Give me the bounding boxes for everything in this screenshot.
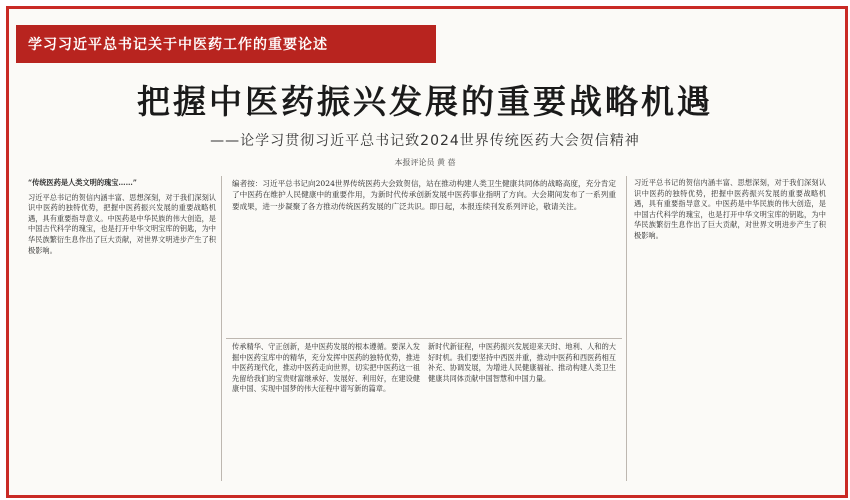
center-column-body: 传承精华、守正创新，是中医药发展的根本遵循。要深入发掘中医药宝库中的精华，充分发挥中医药的独特优势，推进中医药现代化，推动中医药走向世界，切实把中医药这一祖先留给我们的宝贵财富继承好、发展好、利用好，在建设健康中国、实现中国梦的伟大征程中谱写新的篇章。: [232, 342, 420, 394]
left-column-body: 习近平总书记的贺信内涵丰富、思想深刻，对于我们深刻认识中医药的独特优势，把握中医药振兴发展的重要战略机遇，具有重要指导意义。中医药是中华民族的伟大创造，是中国古代科学的瑰宝，也是打开中华文明宝库的钥匙，为中华民族繁衍生息作出了巨大贡献，对世界文明进步产生了积极影响。: [28, 192, 216, 255]
article-byline: 本报评论员 黄 蓓: [394, 158, 456, 167]
editor-note: 编者按：习近平总书记向2024世界传统医药大会致贺信，站在推动构建人类卫生健康共同体的战略高度，充分肯定了中医药在维护人民健康中的重要作用，为新时代传承创新发展中医药事业指明了方向。大会期间发布了一系列重要成果，进一步凝聚了各方推动传统医药发展的广泛共识。即日起，本报连续刊发系列评论，敬请关注。: [232, 179, 616, 211]
article-subtitle: ——论学习贯彻习近平总书记致2024世界传统医药大会贺信精神: [210, 133, 640, 149]
article-headline: 把握中医药振兴发展的重要战略机遇: [137, 82, 713, 121]
column-banner-text: 学习习近平总书记关于中医药工作的重要论述: [28, 37, 328, 53]
section-divider: [226, 338, 622, 339]
column-divider-left: [221, 176, 222, 481]
pull-quote: “传统医药是人类文明的瑰宝……”: [28, 178, 137, 187]
column-divider-right: [626, 176, 627, 481]
column-banner: [16, 25, 436, 63]
center-right-column-body: 新时代新征程，中医药振兴发展迎来天时、地利、人和的大好时机。我们要坚持中西医并重，推动中医药和西医药相互补充、协调发展，为增进人民健康福祉、推动构建人类卫生健康共同体贡献中国智慧和中国力量。: [428, 342, 616, 383]
right-column-body: 习近平总书记的贺信内涵丰富、思想深刻，对于我们深刻认识中医药的独特优势，把握中医药振兴发展的重要战略机遇，具有重要指导意义。中医药是中华民族的伟大创造，是中国古代科学的瑰宝，也是打开中华文明宝库的钥匙，为中华民族繁衍生息作出了巨大贡献，对世界文明进步产生了积极影响。: [634, 178, 826, 240]
left-column: [28, 178, 216, 478]
